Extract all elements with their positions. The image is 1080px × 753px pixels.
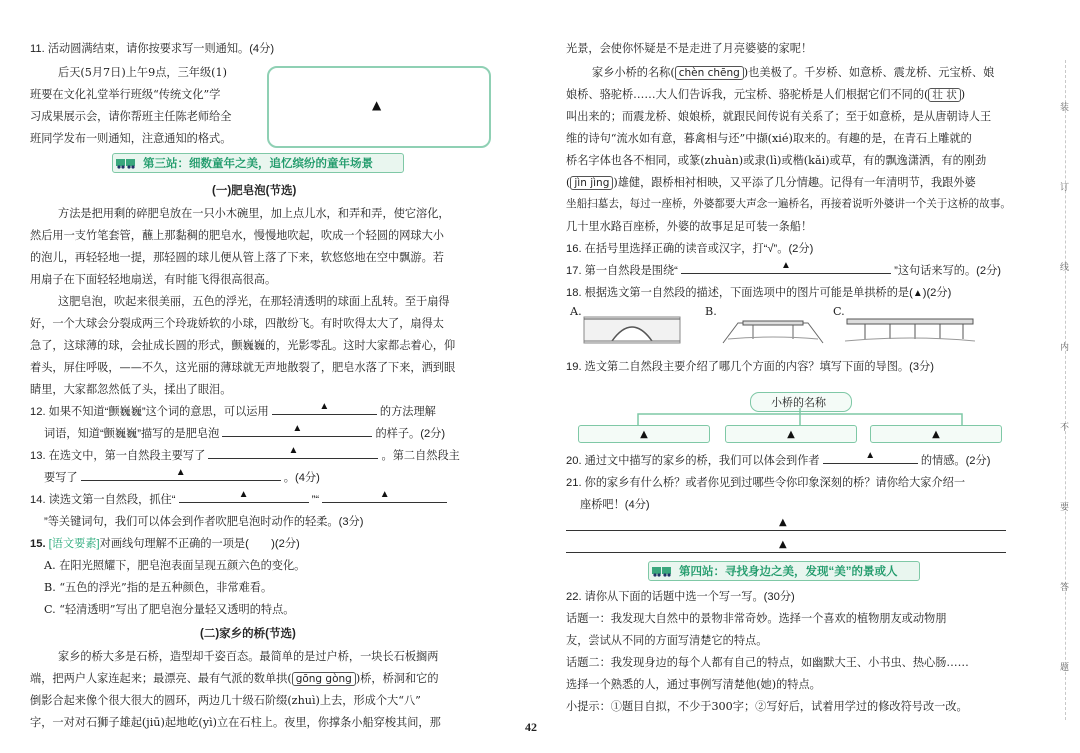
passage2-line2: 端，把两户人家连起来；最漂亮、最有气派的数单拱( gōng gòng )桥，桥洞和它的 bbox=[30, 672, 439, 685]
q12-line2: 词语，知道“颤巍巍”描写的是肥皂泡 ▲ 的样子。(2分) bbox=[44, 423, 446, 440]
q17-line: 17. 第一自然段是围绕“ ▲ ”这句话来写的。(2分) bbox=[566, 260, 1002, 277]
q15-tag: [语文要素] bbox=[48, 538, 100, 550]
passage2-line3: 倒影合起来像个很大很大的圆环，两边几十级石阶缀(zhuì)上去，形成个大“八” bbox=[30, 694, 421, 707]
q14-line2: ”等关键词句，我们可以体会到作者吹肥皂泡时动作的轻柔。(3分) bbox=[44, 516, 364, 528]
q13-line1: 13. 在选文中，第一自然段主要写了 ▲ 。第二自然段主 bbox=[30, 445, 460, 462]
passage1-p2-line2: 好，一个大球会分裂成两三个玲珑娇软的小球，四散纷飞。有时吹得太大了，扇得太 bbox=[30, 317, 444, 330]
train-icon bbox=[651, 564, 673, 577]
q11-line4: 班同学发布一则通知，注意通知的格式。 bbox=[30, 132, 232, 145]
pinyin-choice-2[interactable]: chèn chēng bbox=[675, 66, 744, 80]
q20-blank[interactable]: ▲ bbox=[823, 452, 918, 464]
passage2-p2-line3: 叫出来的；而震龙桥、娘娘桥，就跟民间传说有关系了；至于如意桥，是从唐朝诗人王 bbox=[566, 110, 992, 123]
q21-line1: 21. 你的家乡有什么桥？或者你见到过哪些令你印象深刻的桥？请你给大家介绍一 bbox=[566, 477, 966, 489]
passage1-p2-line5: 睛里，大家都忽然低了头，揉出了眼泪。 bbox=[30, 383, 232, 396]
binding-margin: 装 订 线 内 不 要 答 题 bbox=[1050, 60, 1080, 720]
arch-bridge-image[interactable] bbox=[582, 305, 682, 345]
q21-answer-line-1[interactable]: ▲ bbox=[566, 530, 1006, 531]
q21-line2: 座桥吧！(4分) bbox=[580, 499, 650, 511]
passage1-title: (一)肥皂泡(节选) bbox=[212, 185, 297, 197]
q13-blank1[interactable]: ▲ bbox=[208, 447, 378, 459]
passage1-p1-line4: 用扇子在下面轻轻地扇送，有时能飞得很高很高。 bbox=[30, 273, 277, 286]
passage2-line4: 字，一对对石狮子雄起(jiū)起地屹(yì)立在石柱上。夜里，你撑条小船穿梭其间，那 bbox=[30, 716, 441, 729]
q13-line2: 要写了 ▲ 。(4分) bbox=[44, 467, 320, 484]
q12-blank2[interactable]: ▲ bbox=[222, 425, 372, 437]
q22-topic1-line1: 话题一：我发现大自然中的景物非常奇妙。选择一个喜欢的植物朋友或动物朋 bbox=[566, 612, 947, 625]
q15-stem: 15. [语文要素]对画线句理解不正确的一项是( )(2分) bbox=[30, 538, 300, 550]
char-choice-3[interactable]: 壮 状 bbox=[928, 88, 960, 102]
q19-stem: 19. 选文第二自然段主要介绍了哪几个方面的内容？填写下面的导图。(3分) bbox=[566, 361, 934, 373]
mindmap-center: 小桥的名称 bbox=[750, 392, 852, 412]
passage1-p2-line3: 急了，这球薄的球，会扯成长圆的形式，颤巍巍的，光影零乱。这时大家都忐着心，仰 bbox=[30, 339, 456, 352]
passage2-line1: 家乡的桥大多是石桥，造型却千姿百态。最简单的是过户桥，一块长石板搁两 bbox=[58, 650, 439, 663]
train-icon bbox=[115, 156, 137, 169]
q13-blank2[interactable]: ▲ bbox=[81, 469, 281, 481]
station4-banner bbox=[648, 561, 920, 581]
station3-title: 第三站：细数童年之美，追忆缤纷的童年场景 bbox=[143, 158, 373, 170]
q17-blank[interactable]: ▲ bbox=[681, 262, 891, 274]
q18-label-a: A. bbox=[570, 305, 582, 318]
q15-option-b[interactable]: B. “五色的浮光”指的是五种颜色，非常难看。 bbox=[44, 581, 273, 594]
q12-line1: 12. 如果不知道“颤巍巍”这个词的意思，可以运用 ▲ 的方法理解 bbox=[30, 401, 436, 418]
passage1-p1-line3: 的泡儿，再轻轻地一提，那轻圆的球儿便从管上落了下来，软悠悠地在空中飘游。若 bbox=[30, 251, 444, 264]
pinyin-choice-1[interactable]: gōng gòng bbox=[292, 672, 356, 686]
q16-stem: 16. 在括号里选择正确的读音或汉字，打“√”。(2分) bbox=[566, 243, 814, 255]
q11-line2: 班要在文化礼堂举行班级“传统文化”学 bbox=[30, 88, 221, 101]
q22-topic2-line2: 选择一个熟悉的人，通过事例写清楚他(她)的特点。 bbox=[566, 678, 821, 691]
passage2-p2-line8: 几十里水路百座桥，外婆的故事足足可装一条船！ bbox=[566, 220, 813, 233]
station4-title: 第四站：寻找身边之美，发现“美”的景或人 bbox=[679, 566, 898, 578]
right-page bbox=[540, 0, 1080, 753]
q14-blank1[interactable]: ▲ bbox=[179, 491, 309, 503]
q18-answer[interactable]: ▲ bbox=[912, 288, 923, 299]
q11-stem: 11. 活动圆满结束，请你按要求写一则通知。(4分) bbox=[30, 43, 275, 55]
passage2-p2-line5: 桥名字体也各不相同，或篆(zhuàn)或隶(lì)或楷(kǎi)或草，有的飘逸潇洒，有的刚劲 bbox=[566, 154, 987, 167]
q22-topic1-line2: 友，尝试从不同的方面写清楚它的特点。 bbox=[566, 634, 768, 647]
q18-label-b: B. bbox=[705, 305, 717, 318]
q22-topic2-line1: 话题二：我发现身边的每个人都有自己的特点，如幽默大王、小书虫、热心肠…… bbox=[566, 656, 969, 669]
answer-marker: ▲ bbox=[372, 98, 382, 112]
q18-label-c: C. bbox=[833, 305, 845, 318]
passage1-p2-line1: 这肥皂泡，吹起来很美丽，五色的浮光，在那轻清透明的球面上乱转。至于扇得 bbox=[58, 295, 450, 308]
q22-hint: 小提示：①题目自拟，不少于300字；②写好后，试着用学过的修改符号改一改。 bbox=[566, 700, 968, 713]
station3-banner bbox=[112, 153, 404, 173]
mindmap-box-1[interactable]: ▲ bbox=[578, 425, 710, 443]
q15-option-c[interactable]: C. “轻清透明”写出了肥皂泡分量轻又透明的特点。 bbox=[44, 603, 295, 616]
passage2-p2-line6: ( jìn jìng )雄健，跟桥相衬相映，又平添了几分情趣。记得有一年清明节，我跟外婆 bbox=[566, 176, 976, 189]
passage2-title: (二)家乡的桥(节选) bbox=[200, 628, 296, 640]
q12-blank1[interactable]: ▲ bbox=[272, 403, 377, 415]
passage2-p2-line2: 娘桥、骆驼桥……大人们告诉我，元宝桥、骆驼桥是人们根据它们不同的( 壮 状 ) bbox=[566, 88, 966, 101]
q22-stem: 22. 请你从下面的话题中选一个写一写。(30分) bbox=[566, 591, 795, 603]
mindmap-box-3[interactable]: ▲ bbox=[870, 425, 1002, 443]
mindmap-box-2[interactable]: ▲ bbox=[725, 425, 857, 443]
passage2-p2-line7: 坐船扫墓去，每过一座桥，外婆都要大声念一遍桥名，再接着说听外婆讲一个关于这桥的故事。 bbox=[566, 198, 1011, 210]
passage1-p1-line2: 然后用一支竹笔套管，蘸上那黏稠的肥皂水，慢慢地吹起，吹成一个轻圆的网球大小 bbox=[30, 229, 444, 242]
q18-stem: 18. 根据选文第一自然段的描述，下面选项中的图片可能是单拱桥的是(▲)(2分) bbox=[566, 287, 952, 299]
q21-answer-line-2[interactable]: ▲ bbox=[566, 552, 1006, 553]
q15-option-a[interactable]: A. 在阳光照耀下，肥皂泡表面呈现五颜六色的变化。 bbox=[44, 559, 306, 572]
passage1-p1-line1: 方法是把用剩的碎肥皂放在一只小木碗里，加上点儿水，和弄和弄，使它溶化， bbox=[58, 207, 450, 220]
binding-dashed-line bbox=[1065, 60, 1066, 720]
page-number: 42 bbox=[525, 720, 537, 734]
slab-bridge-image[interactable] bbox=[718, 305, 828, 345]
q11-line3: 习成果展示会，请你帮班主任陈老师给全 bbox=[30, 110, 232, 123]
pinyin-choice-4[interactable]: jìn jìng bbox=[570, 176, 613, 190]
passage2-p2-line4: 维的诗句“流水如有意，暮禽相与还”中撷(xié)取来的。有趣的是，在青石上雕就的 bbox=[566, 132, 972, 145]
multi-span-bridge-image[interactable] bbox=[845, 305, 975, 345]
passage2-p2-line1: 家乡小桥的名称( chèn chēng )也美极了。千岁桥、如意桥、震龙桥、元宝桥、娘 bbox=[592, 66, 995, 79]
q14-line1: 14. 读选文第一自然段，抓住“ ▲ ”“ ▲ bbox=[30, 491, 447, 507]
q11-answer-box[interactable] bbox=[267, 66, 491, 148]
q11-line1: 后天(5月7日)上午9点，三年级(1) bbox=[58, 66, 227, 79]
passage2-cont: 光景，会使你怀疑是不是走进了月亮婆婆的家呢！ bbox=[566, 42, 813, 55]
q20-line: 20. 通过文中描写的家乡的桥，我们可以体会到作者 ▲ 的情感。(2分) bbox=[566, 450, 991, 467]
passage1-p2-line4: 着头，屏住呼吸，——不久，这光丽的薄球就无声地散裂了，肥皂水落了下来，洒到眼 bbox=[30, 361, 456, 374]
q14-blank2[interactable]: ▲ bbox=[322, 491, 447, 503]
